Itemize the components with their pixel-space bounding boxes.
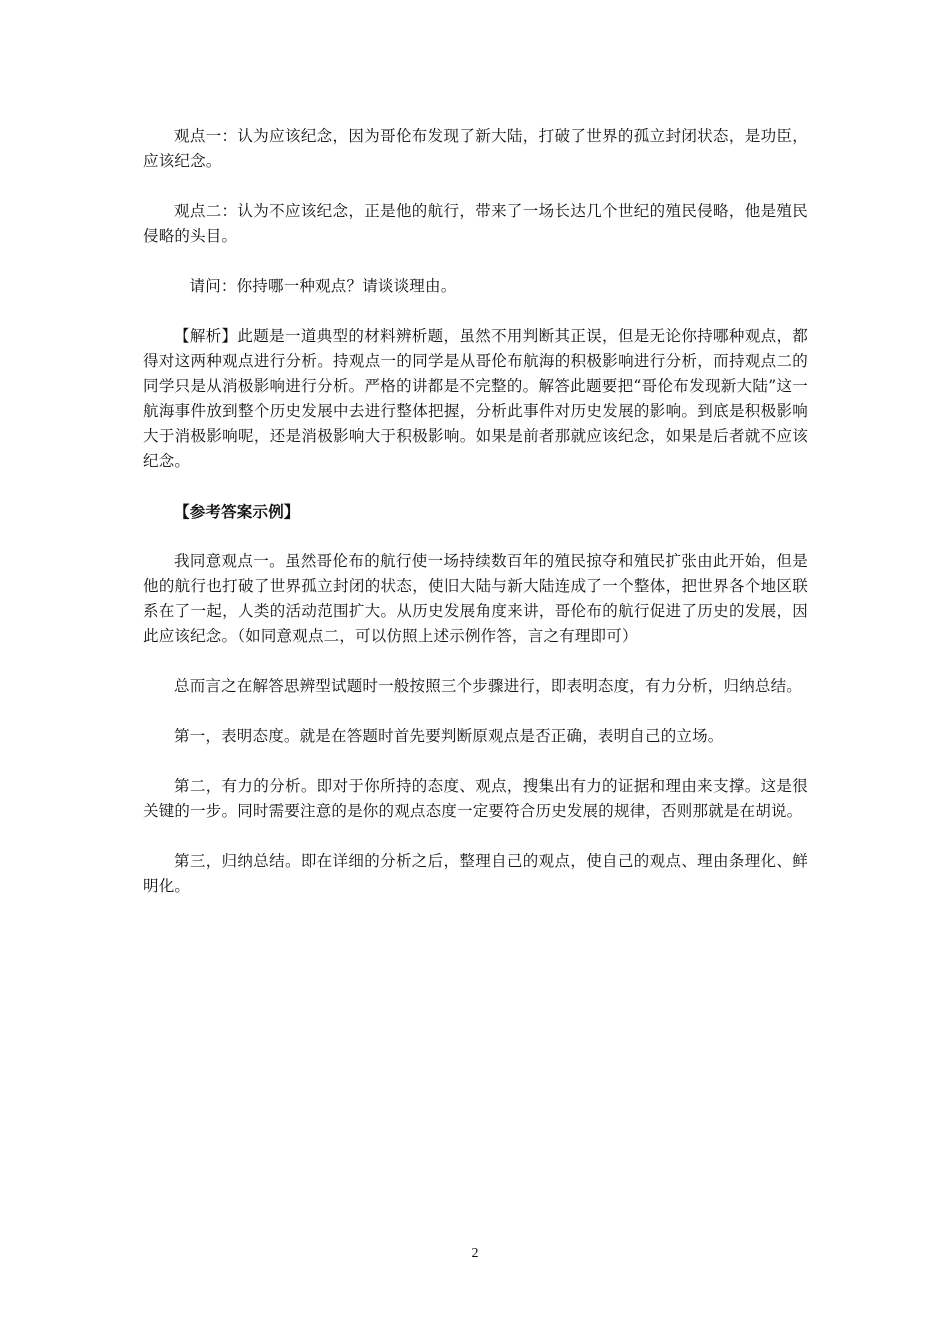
analysis-text: 此题是一道典型的材料辨析题，虽然不用判断其正误，但是无论你持哪种观点，都得对这两种观点进行分析。持观点一的同学是从哥伦布航海的积极影响进行分析，而持观点二的同学只是从消极影响进行分析。严格的讲都是不完整的。解答此题要把“哥伦布发现新大陆”这一航海事件放到整个历史发展中去进行整体把握，分析此事件对历史发展的影响。到底是积极影响大于消极影响呢，还是消极影响大于积极影响。如果是前者那就应该纪念，如果是后者就不应该纪念。 — [143, 327, 808, 470]
question-paragraph: 请问：你持哪一种观点？请谈谈理由。 — [189, 277, 457, 295]
analysis-label: 【解析】 — [174, 327, 238, 345]
reference-answer-heading: 【参考答案示例】 — [174, 502, 300, 521]
summary-paragraph: 总而言之在解答思辨型试题时一般按照三个步骤进行，即表明态度，有力分析，归纳总结。 — [174, 677, 803, 695]
step-three-paragraph: 第三，归纳总结。即在详细的分析之后，整理自己的观点，使自己的观点、理由条理化、鲜明化。 — [143, 852, 808, 895]
analysis-paragraph — [143, 324, 808, 474]
reference-answer-paragraph: 我同意观点一。虽然哥伦布的航行使一场持续数百年的殖民掠夺和殖民扩张由此开始，但是他的航行也打破了世界孤立封闭的状态，使旧大陆与新大陆连成了一个整体，把世界各个地区联系在了一起，人类的活动范围扩大。从历史发展角度来讲，哥伦布的航行促进了历史的发展，因此应该纪念。（如同意观点二，可以仿照上述示例作答，言之有理即可） — [143, 552, 808, 645]
page-number: 2 — [471, 1246, 479, 1261]
viewpoint-two-paragraph: 观点二：认为不应该纪念，正是他的航行，带来了一场长达几个世纪的殖民侵略，他是殖民侵略的头目。 — [143, 202, 808, 245]
step-two-paragraph: 第二，有力的分析。即对于你所持的态度、观点，搜集出有力的证据和理由来支撑。这是很关键的一步。同时需要注意的是你的观点态度一定要符合历史发展的规律，否则那就是在胡说。 — [143, 777, 808, 820]
document-body — [143, 124, 808, 924]
step-one-paragraph: 第一，表明态度。就是在答题时首先要判断原观点是否正确，表明自己的立场。 — [174, 727, 724, 745]
viewpoint-one-paragraph: 观点一：认为应该纪念，因为哥伦布发现了新大陆，打破了世界的孤立封闭状态，是功臣，应该纪念。 — [143, 127, 808, 170]
